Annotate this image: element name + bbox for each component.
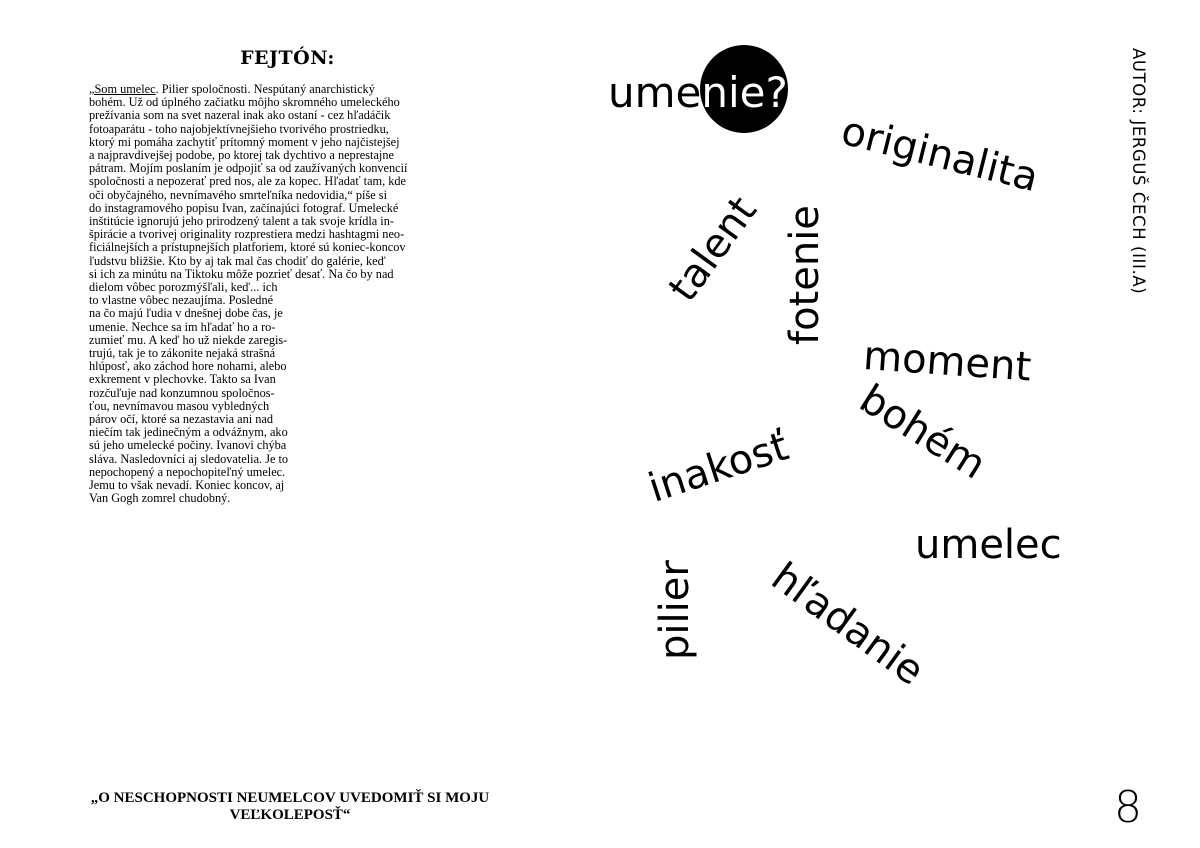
article-line-text: niečím tak jedinečným a odvážnym, ako [89,425,288,440]
headline-line-1: „O NESCHOPNOSTI NEUMELCOV UVEDOMIŤ SI MOJU [90,790,490,806]
article-line-text: sláva. Nasledovníci aj sledovatelia. Je to [89,451,289,466]
article-line-text: Jemu to však nevadí. Koniec koncov, aj [89,478,285,493]
article-line-text: si ich za minútu na Tiktoku môže pozrieť desať. Na čo by nad [89,266,394,281]
word-moment: moment [861,333,1033,391]
page-title: FEJTÓN: [240,47,335,69]
article-line-text: párov očí, ktoré sa nezastavia ani nad [89,412,274,427]
article-line-text: špirácie a tvorivej originality rozprestiera medzi hashtagmi neo- [89,227,405,242]
article-line-text: a najpravdivejšej podobe, po ktorej tak dychtivo a neprestajne [89,148,394,163]
author-credit: AUTOR: JERGUŠ ČECH (III.A) [1129,48,1148,295]
article-line-text: rozčuľuje nad konzumnou spoločnos- [89,385,275,400]
headline-line-2: VEĽKOLEPOSŤ“ [229,807,351,823]
article-line-text: dielom vôbec porozmýšľali, keď... ich [89,280,278,295]
article-line-text: pátram. Mojím poslaním je odpojiť sa od zaužívaných konvencií [89,161,408,176]
article-line [89,492,489,505]
word-talent: talent [660,188,766,311]
article-line-text: prežívania som na svet nazeral inak ako ostaní - cez hľadáčik [89,108,391,123]
article-line-text: umenie. Nechce sa im hľadať ho a ro- [89,319,276,334]
article-headline [30,790,550,824]
word-umenie [608,70,788,116]
article-line-text: to vlastne vôbec nezaujíma. Posledné [89,293,274,308]
article-line-text: bohém. Už od úplného začiatku môjho skromného umeleckého [89,95,400,110]
article-line-text: ficiálnejších a prístupnejších platforiem, ktoré sú koniec-koncov [89,240,406,255]
article-line-text: exkrement v plechovke. Takto sa Ivan [89,372,276,387]
word-umenie-part1: ume [608,68,702,117]
word-bohem: bohém [851,376,994,489]
page-number: 8 [1114,782,1142,833]
article-line-text: do instagramového popisu Ivan, začínajúci fotograf. Umelecké [89,200,399,215]
article-line-text: . Pilier spoločnosti. Nespútaný anarchistický [155,82,375,96]
word-originalita: originalita [836,108,1043,202]
article-line-text: Van Gogh zomrel chudobný. [89,491,231,506]
word-hladanie: hľadanie [762,554,933,695]
underlined-quote: „Som umelec [89,82,156,96]
word-umelec: umelec [915,522,1062,568]
article-line-text: oči obyčajného, nevnímavého smrteľníka nedovidia,“ píše si [89,187,387,202]
article-line-text: trujú, tak je to zákonite nejaká strašná [89,346,276,361]
article-line-text: nepochopený a nepochopiteľný umelec. [89,464,286,479]
article-line-text: na čo majú ľudia v dnešnej dobe čas, je [89,306,283,321]
article-line-text: zumieť mu. A keď ho už niekde zaregis- [89,332,288,347]
article-line-text: ťou, nevnímavou masou vybledných [89,398,270,413]
article-line-text: fotoaparátu - toho najobjektívnejšieho tvorivého prostriedku, [89,121,389,136]
article-line-text: sú jeho umelecké počiny. Ivanovi chýba [89,438,287,453]
article-body [89,83,489,506]
article-line-text: hlúposť, ako záchod hore nohami, alebo [89,359,287,374]
word-inakost: inakosť [643,423,794,512]
article-line-text: ľudstvu bližšie. Kto by aj tak mal čas chodiť do galérie, keď [89,253,386,268]
word-umenie-part2: nie? [701,68,788,117]
word-fotenie: fotenie [782,205,828,345]
article-line-text: spoločnosti a nepozerať pred nos, ale za kopec. Hľadať tam, kde [89,174,406,189]
word-pilier: pilier [652,560,698,660]
article-line-text: ktorý mi pomáha zachytiť prítomný moment v jeho najčistejšej [89,134,400,149]
article-line-text: inštitúcie ignorujú jeho prirodzený talent a tak svoje krídla in- [89,214,394,229]
